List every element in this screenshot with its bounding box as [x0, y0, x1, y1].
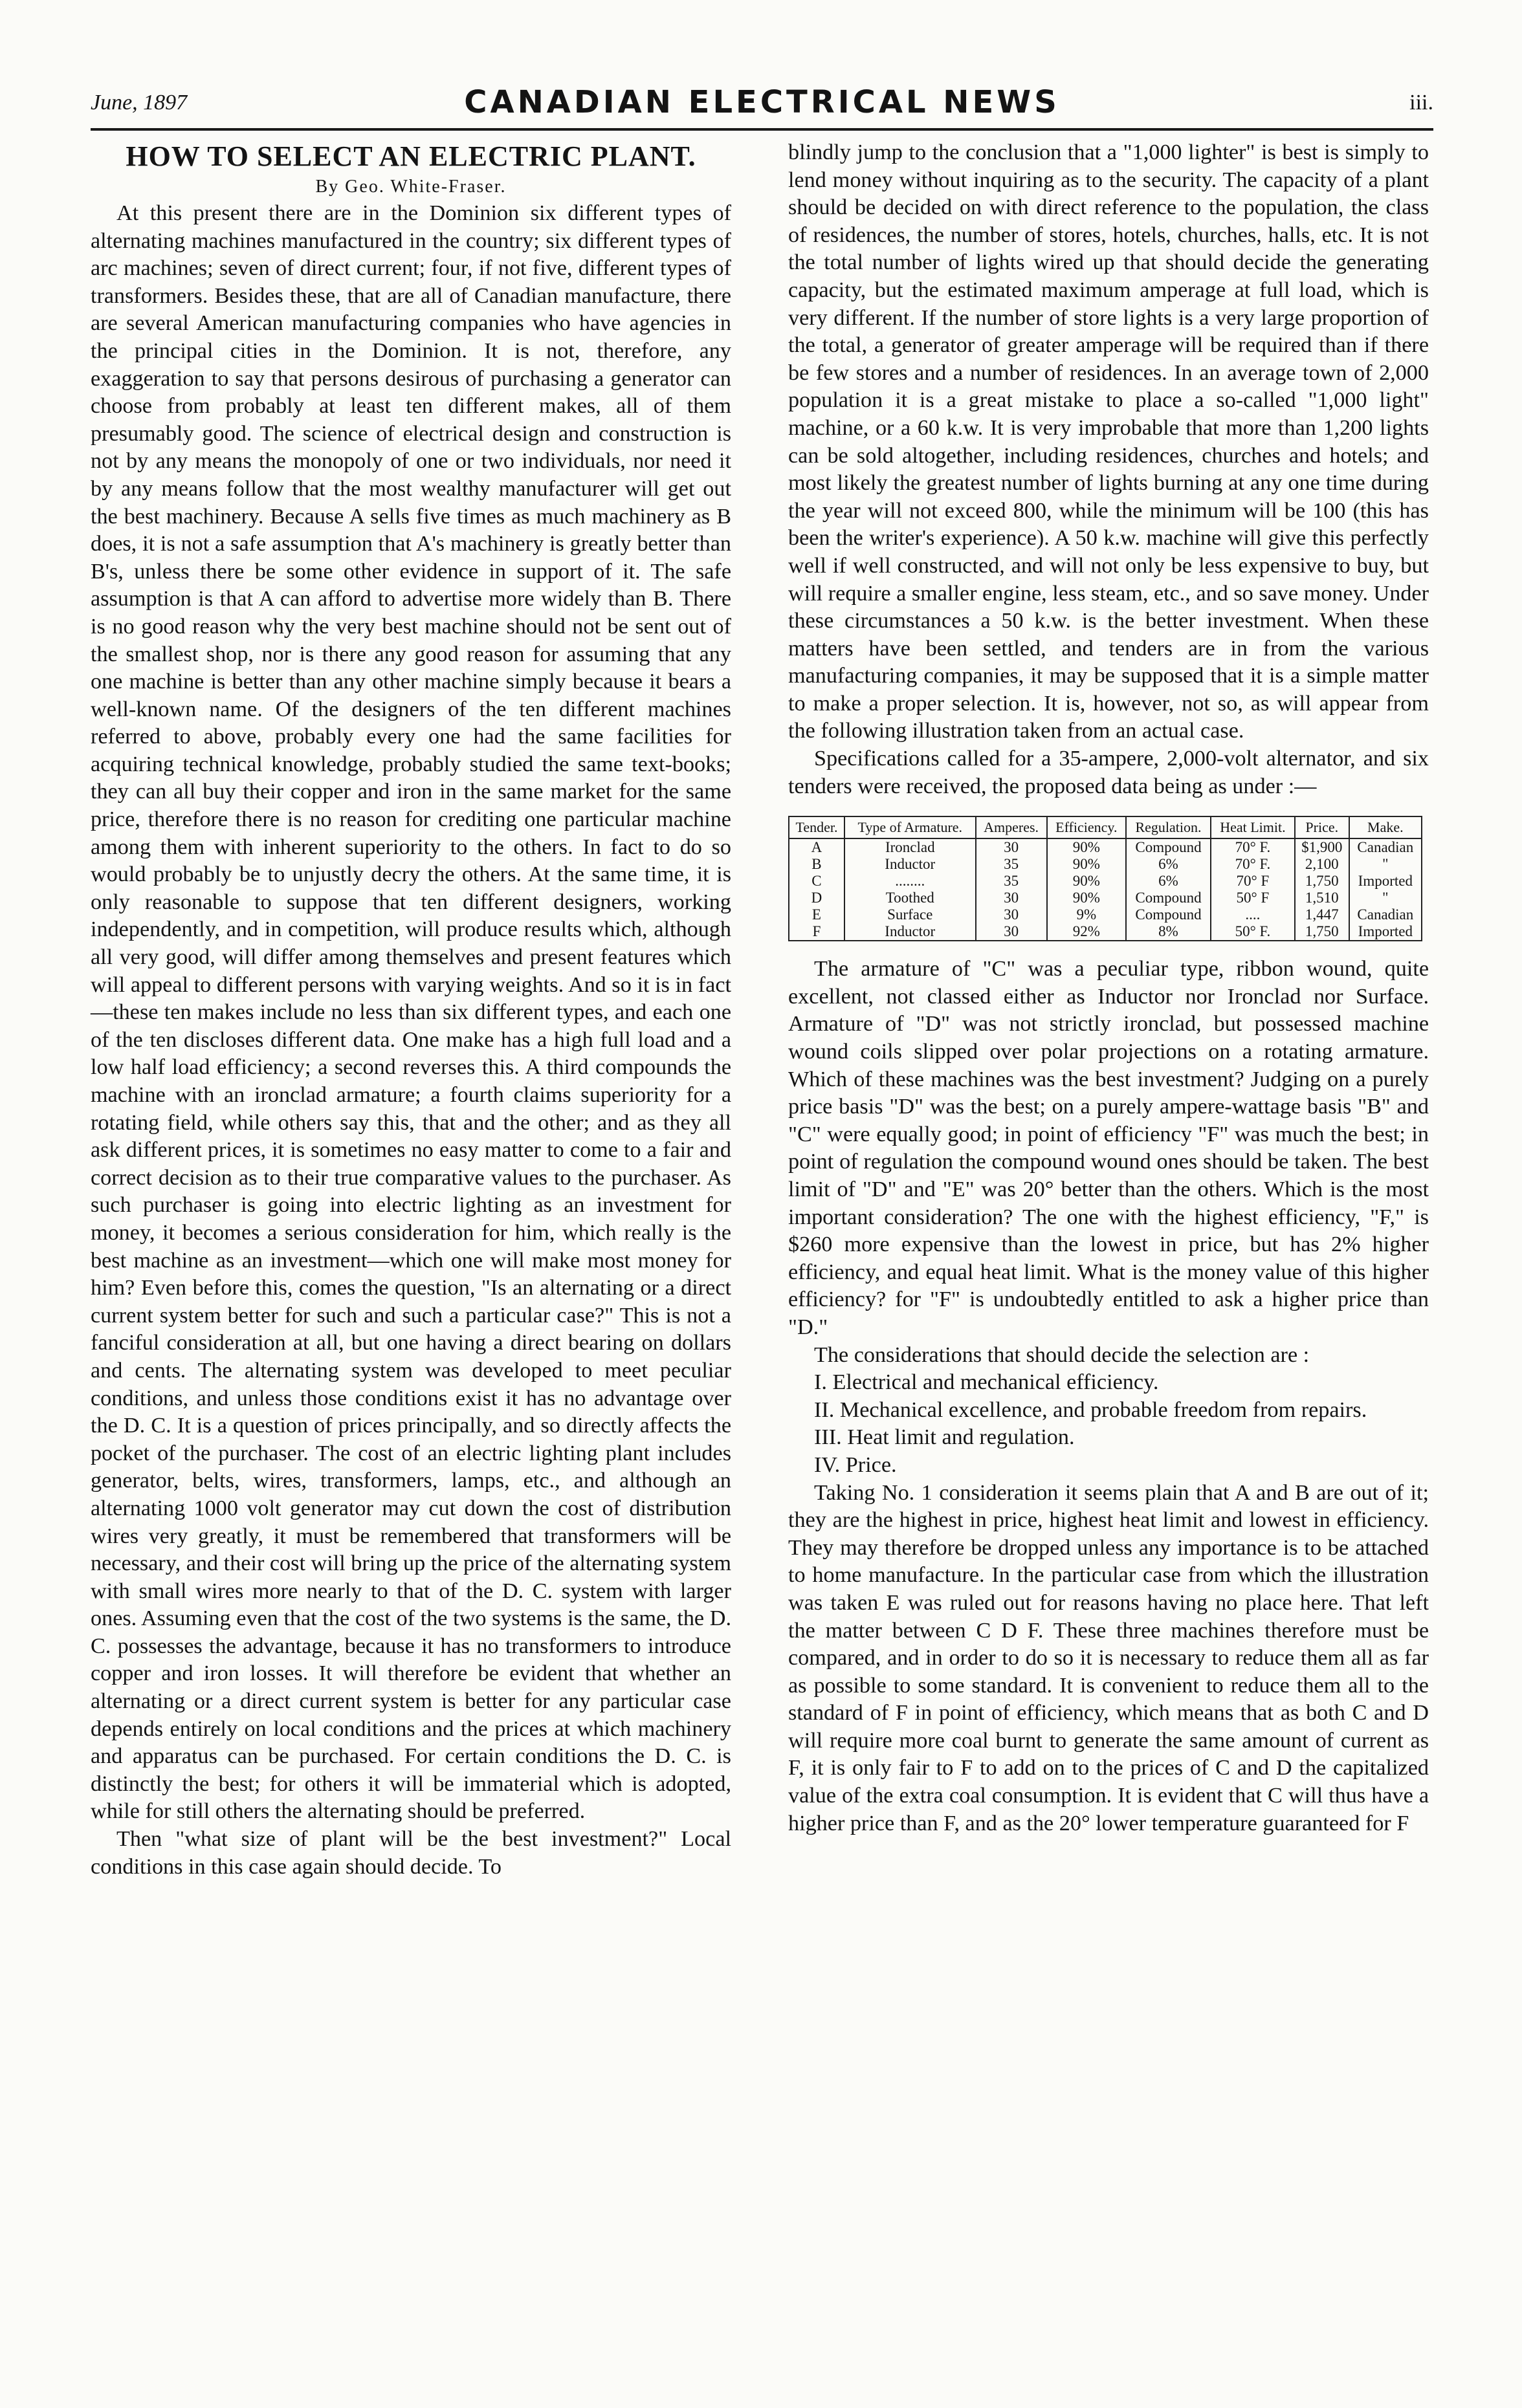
- table-cell: ........: [844, 873, 976, 890]
- table-cell: Canadian: [1349, 838, 1422, 856]
- col-header-amperes: Amperes.: [976, 816, 1047, 838]
- table-cell: 50° F: [1211, 890, 1295, 906]
- table-cell: E: [789, 906, 844, 923]
- table-cell: 90%: [1047, 890, 1127, 906]
- table-cell: 30: [976, 906, 1047, 923]
- col-header-regulation: Regulation.: [1126, 816, 1211, 838]
- table-cell: 2,100: [1295, 856, 1349, 873]
- left-column: [91, 139, 731, 1881]
- body-paragraph: Then "what size of plant will be the best investment?" Local conditions in this case again should decide. To: [91, 1827, 731, 1879]
- issue-date: June, 1897: [91, 91, 188, 115]
- table-cell: $1,900: [1295, 838, 1349, 856]
- table-cell: ": [1349, 856, 1422, 873]
- table-cell: Imported: [1349, 923, 1422, 941]
- table-cell: Canadian: [1349, 906, 1422, 923]
- table-cell: Inductor: [844, 923, 976, 941]
- table-cell: Compound: [1126, 890, 1211, 906]
- tender-specs-table: [788, 816, 1422, 941]
- table-row: [789, 838, 1422, 856]
- table-row: [789, 906, 1422, 923]
- table-cell: 1,447: [1295, 906, 1349, 923]
- table-cell: ....: [1211, 906, 1295, 923]
- table-cell: Toothed: [844, 890, 976, 906]
- consideration-item: I. Electrical and mechanical efficiency.: [814, 1370, 1159, 1395]
- table-cell: F: [789, 923, 844, 941]
- table-cell: 90%: [1047, 856, 1127, 873]
- table-cell: 92%: [1047, 923, 1127, 941]
- table-cell: Inductor: [844, 856, 976, 873]
- table-cell: 90%: [1047, 838, 1127, 856]
- table-cell: 70° F.: [1211, 838, 1295, 856]
- table-cell: 6%: [1126, 856, 1211, 873]
- page-header: [91, 76, 1433, 131]
- table-row: [789, 890, 1422, 906]
- right-column: [788, 139, 1429, 1837]
- table-cell: 35: [976, 873, 1047, 890]
- page-number: iii.: [1409, 91, 1433, 115]
- table-cell: 6%: [1126, 873, 1211, 890]
- table-cell: Ironclad: [844, 838, 976, 856]
- body-paragraph: Specifications called for a 35-ampere, 2,000-volt alternator, and six tenders were received, the proposed data being as under :—: [788, 747, 1429, 798]
- table-cell: Imported: [1349, 873, 1422, 890]
- table-row: [789, 856, 1422, 873]
- table-cell: Surface: [844, 906, 976, 923]
- consideration-item: III. Heat limit and regulation.: [814, 1425, 1075, 1450]
- table-cell: 9%: [1047, 906, 1127, 923]
- table-cell: 30: [976, 923, 1047, 941]
- table-cell: Compound: [1126, 906, 1211, 923]
- table-cell: 30: [976, 838, 1047, 856]
- col-header-heat-limit: Heat Limit.: [1211, 816, 1295, 838]
- table-cell: 1,510: [1295, 890, 1349, 906]
- table-cell: 1,750: [1295, 873, 1349, 890]
- table-cell: 90%: [1047, 873, 1127, 890]
- consideration-item: IV. Price.: [814, 1452, 897, 1477]
- table-cell: 30: [976, 890, 1047, 906]
- table-row: [789, 923, 1422, 941]
- publication-title: CANADIAN ELECTRICAL NEWS: [464, 84, 1060, 120]
- table-cell: 70° F: [1211, 873, 1295, 890]
- body-paragraph: At this present there are in the Dominion six different types of alternating machines manufactured in the country; six different types of arc machines; seven of direct current; four, if not five, different types of transformers. Besides these, that are all of Canadian manufacture, there are several American manufacturing companies who have agencies in the principal cities in the Dominion. It is not, therefore, any exaggeration to say that persons desirous of purchasing a generator can choose from probably at least ten different makes, all of them presumably good. The science of electrical design and construction is not by any means the monopoly of one or two individuals, nor need it by any means follow that the most wealthy manufacturer will get out the best machinery. Because A sells five times as much machinery as B does, it is not a safe assumption that A's machinery is greatly better than B's, unless there be some other evidence in support of it. The safe assumption is that A can afford to advertise more widely than B. There is no good reason why the very best machine should not be sent out of the smallest shop, nor is there any good reason for assuming that any one machine is better than any other machine simply because it bears a well-known name. Of the designers of the ten different machines referred to above, probably every one had the same facilities for acquiring technical knowledge, probably studied the same text-books; they can all buy their copper and iron in the same market for the same price, therefore there is no reason for crediting one particular machine among them with inherent superiority to the others. In fact to do so would probably be to unjustly decry the others. At the same time, it is only reasonable to suppose that ten different designers, working independently, and in competition, will produce results which, although all very good, will differ among themselves and present features which will appeal to different persons with varying weights. And so it is in fact—these ten makes include no less than six different types, and each one of the ten discloses different data. One make has a high full load and a low half load efficiency; a second reverses this. A third compounds the machine with an ironclad armature; a fourth claims superiority for a rotating field, while others say this, that and the other; and as they all ask different prices, it is sometimes no easy matter to come to a fair and correct decision as to their true comparative values to the purchaser. As such purchaser is going into electric lighting as an investment for money, it becomes a serious consideration for him, which really is the best machine as an investment—which one will make most money for him? Even before this, comes the question, "Is an alternating or a direct current system better for such and such a particular case?" This is not a fanciful consideration at all, but one having a direct bearing on dollars and cents. The alternating system was developed to meet peculiar conditions, and unless those conditions exist it has no advantage over the D. C. It is a question of prices principally, and so directly affects the pocket of the purchaser. The cost of an electric lighting plant includes generator, belts, wires, transformers, lamps, etc., and although an alternating 1000 volt generator may cut down the cost of distribution wires very greatly, it must be remembered that transformers will be necessary, and their cost will bring up the price of the alternating system with small wires more nearly to that of the D. C. system with larger ones. Assuming even that the cost of the two systems is the same, the D. C. possesses the advantage, because it has no transformers to introduce copper and iron losses. It will therefore be evident that whether an alternating or a direct current system is better for any particular case depends entirely on local conditions and the prices at which machinery and apparatus can be purchased. For certain conditions the D. C. is distinctly the best; for others it will be immaterial which is adopted, while for still others the alternating should be preferred.: [91, 201, 731, 1824]
- article-byline: By Geo. White-Fraser.: [315, 177, 507, 197]
- article-title: HOW TO SELECT AN ELECTRIC PLANT.: [126, 140, 696, 172]
- table-cell: Compound: [1126, 838, 1211, 856]
- col-header-efficiency: Efficiency.: [1047, 816, 1127, 838]
- table-cell: A: [789, 838, 844, 856]
- table-header-row: [789, 816, 1422, 838]
- body-paragraph: The armature of "C" was a peculiar type, ribbon wound, quite excellent, not classed either as Inductor nor Ironclad nor Surface. Armature of "D" was not strictly ironclad, but possessed machine wound coils slipped over polar projections on a rotating armature. Which of these machines was the best investment? Judging on a purely price basis "D" was the best; on a purely ampere-wattage basis "B" and "C" were equally good; in point of efficiency "F" was much the best; in point of regulation the compound wound ones should be taken. The best limit of "D" and "E" was 20° better than the others. Which is the most important consideration? The one with the highest efficiency, "F," is $260 more expensive than the lowest in price, but has 2% higher efficiency, and equal heat limit. What is the money value of this higher efficiency? for "F" is undoubtedly entitled to ask a higher price than "D.": [788, 957, 1429, 1339]
- body-paragraph: Taking No. 1 consideration it seems plain that A and B are out of it; they are the highest in price, highest heat limit and lowest in efficiency. They may therefore be dropped unless any importance is to be attached to home manufacture. In the particular case from which the illustration was taken E was ruled out for reasons having no place here. That left the matter between C D F. These three machines therefore must be compared, and in order to do so it is necessary to reduce them all as far as possible to some standard. It is convenient to reduce them all to the standard of F in point of efficiency, which means that as both C and D will require more coal burnt to generate the same amount of current as F, it is only fair to F to add on to the prices of C and D the capitalized value of the extra coal consumption. It is evident that C will thus have a higher price than F, and as the 20° lower temperature guaranteed for F: [788, 1480, 1429, 1835]
- table-row: [789, 873, 1422, 890]
- col-header-make: Make.: [1349, 816, 1422, 838]
- body-paragraph: blindly jump to the conclusion that a "1,000 lighter" is best is simply to lend money without inquiring as to the security. The capacity of a plant should be decided on with direct reference to the population, the class of residences, the number of stores, hotels, churches, halls, etc. It is not the total number of lights wired up that should decide the generating capacity, but the estimated maximum amperage at full load, which is very different. If the number of store lights is a very large proportion of the total, a generator of greater amperage will be required than if there be few stores and a number of residences. In an average town of 2,000 population it is a great mistake to place a so-called "1,000 light" machine, or a 60 k.w. It is very improbable that more than 1,200 lights can be sold altogether, including residences, churches and hotels; and most likely the greatest number of lights burning at any one time during the year will not exceed 800, while the minimum will be 100 (this has been the writer's experience). A 50 k.w. machine will give this perfectly well if well constructed, and will not only be less expensive to buy, but will require a smaller engine, less steam, etc., and so save money. Under these circumstances a 50 k.w. is the better investment. When these matters have been settled, and tenders are in from the various manufacturing companies, it may be supposed that it is a simple matter to make a proper selection. It is, however, not so, as will appear from the following illustration taken from an actual case.: [788, 140, 1429, 743]
- col-header-price: Price.: [1295, 816, 1349, 838]
- table-cell: B: [789, 856, 844, 873]
- table-cell: 1,750: [1295, 923, 1349, 941]
- table-cell: 70° F.: [1211, 856, 1295, 873]
- consideration-item: II. Mechanical excellence, and probable freedom from repairs.: [814, 1397, 1367, 1422]
- table-cell: 50° F.: [1211, 923, 1295, 941]
- table-cell: 35: [976, 856, 1047, 873]
- body-paragraph: The considerations that should decide the selection are :: [814, 1342, 1310, 1367]
- table-cell: C: [789, 873, 844, 890]
- table-cell: 8%: [1126, 923, 1211, 941]
- table-cell: ": [1349, 890, 1422, 906]
- col-header-armature: Type of Armature.: [844, 816, 976, 838]
- table-cell: D: [789, 890, 844, 906]
- col-header-tender: Tender.: [789, 816, 844, 838]
